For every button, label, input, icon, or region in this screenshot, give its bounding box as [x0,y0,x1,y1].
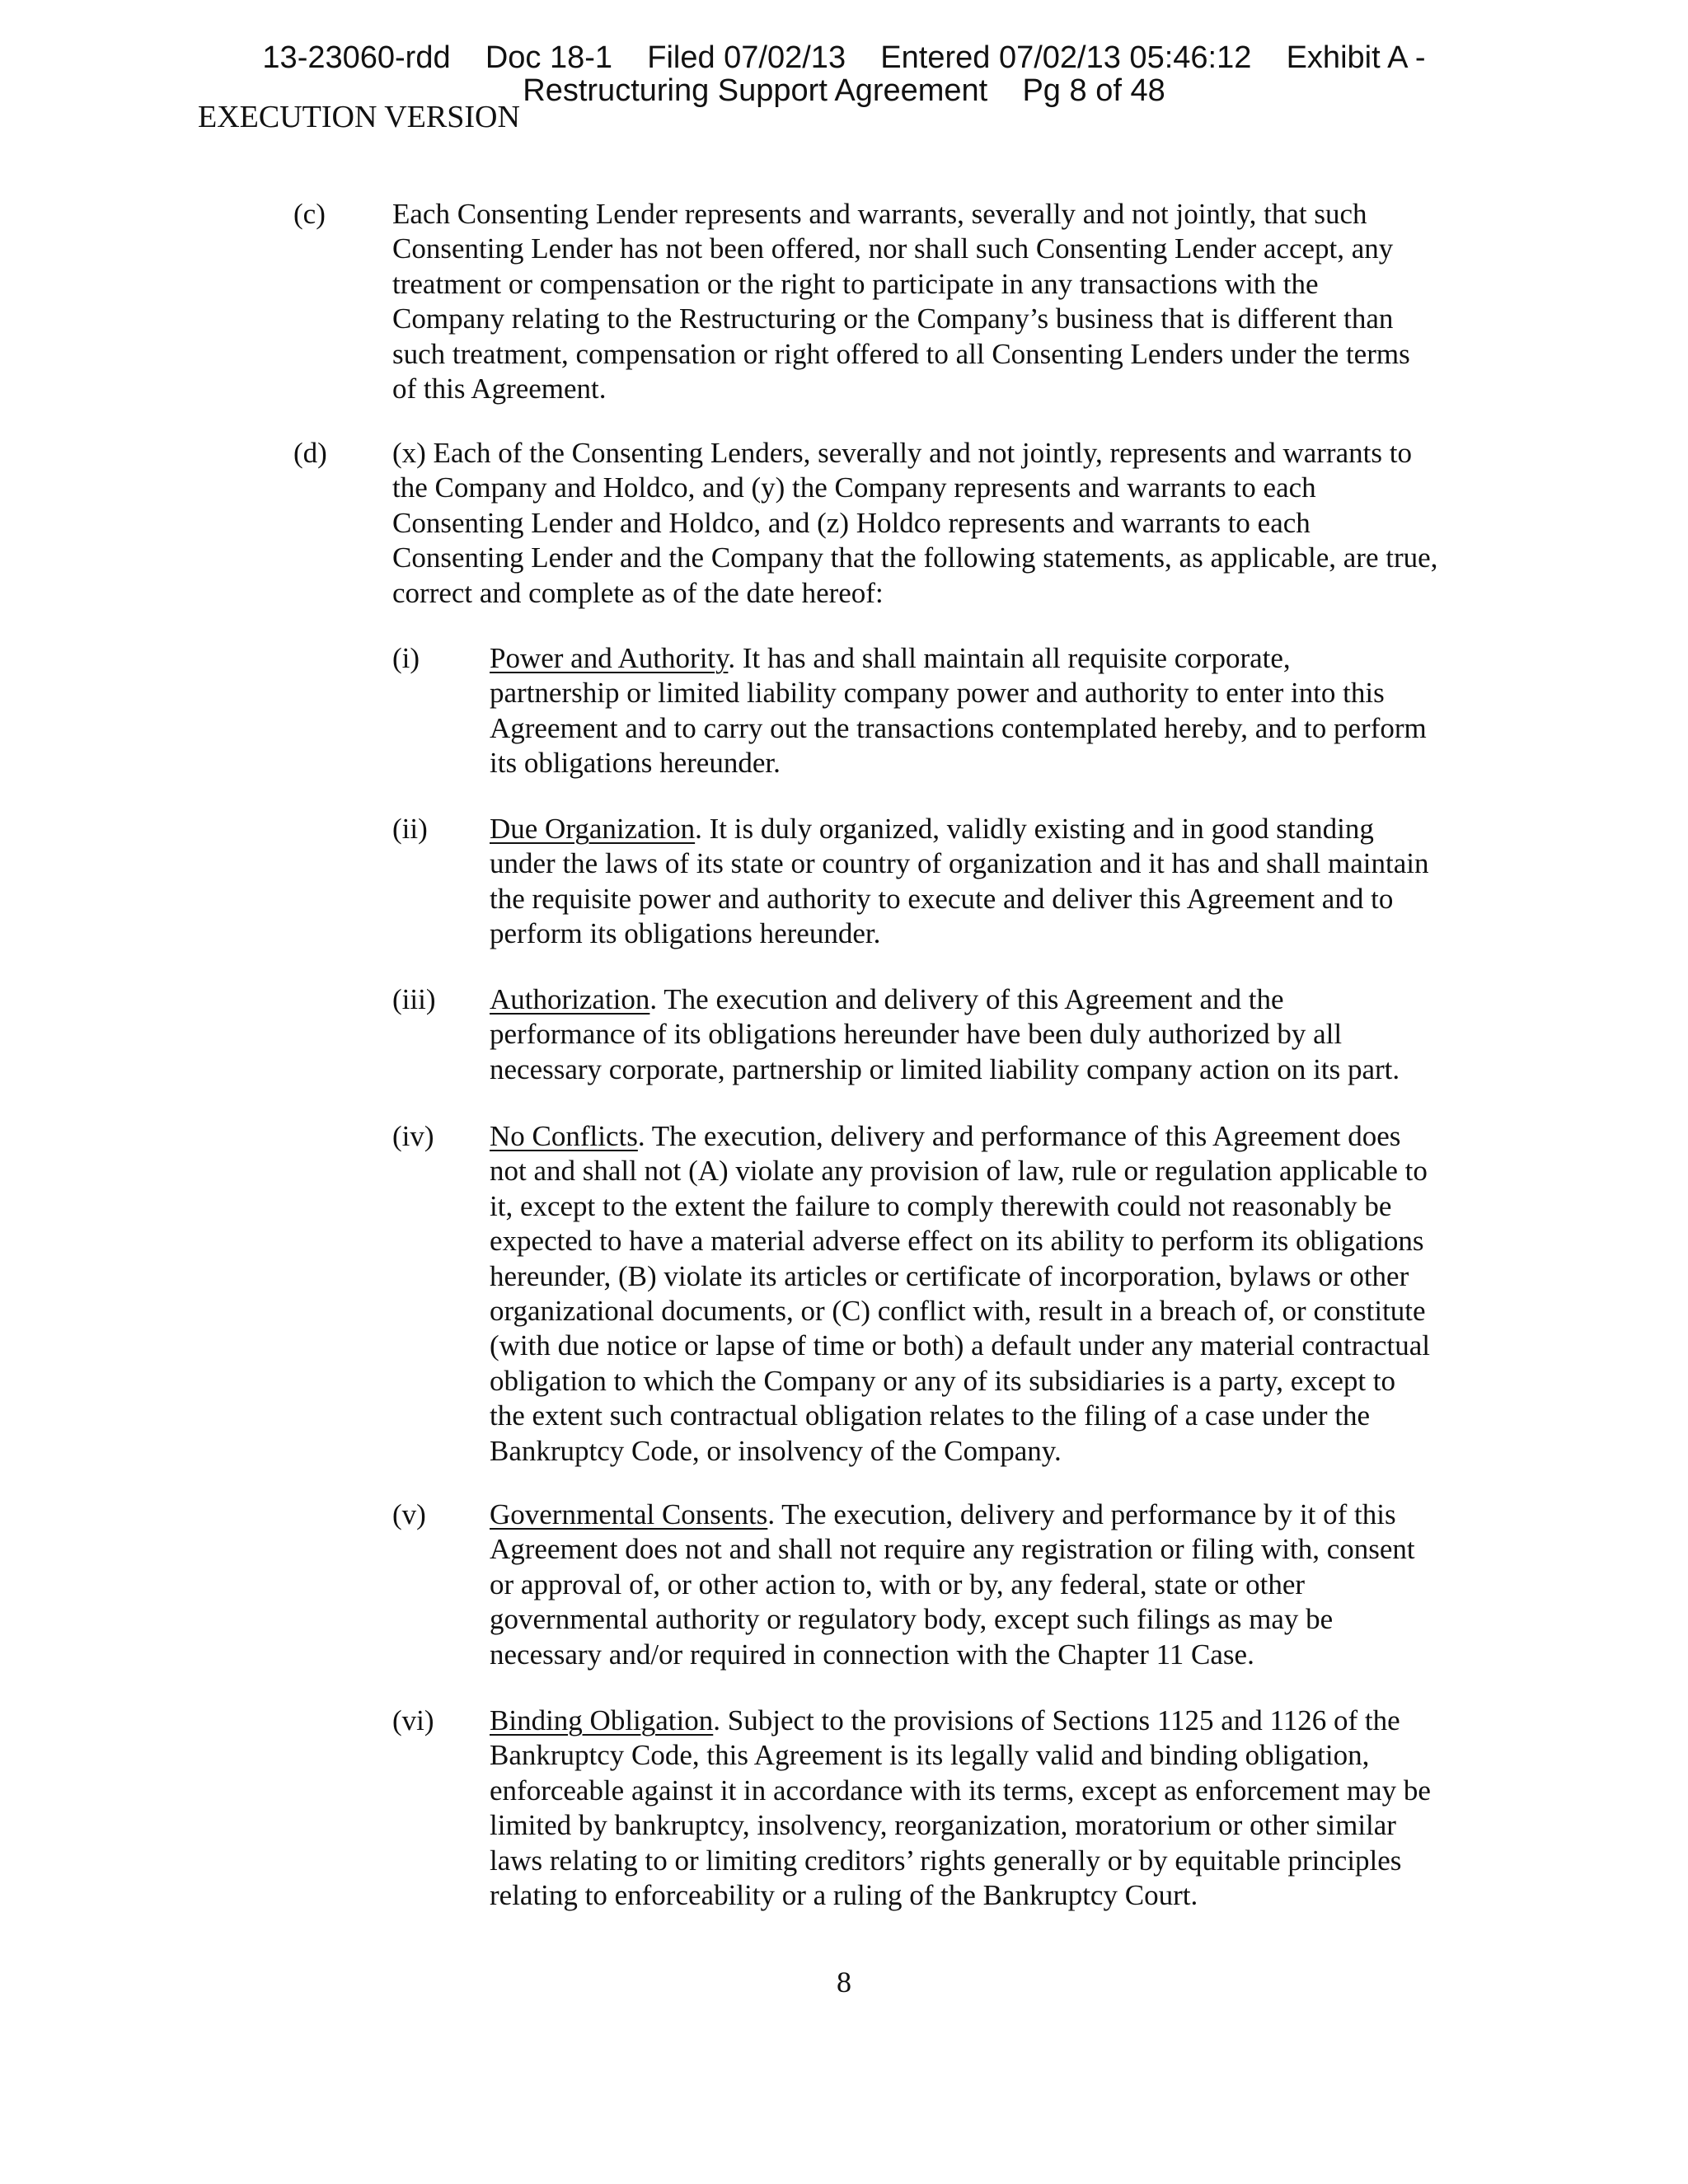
text-line: Agreement and to carry out the transactions contemplated hereby, and to perform [490,711,1427,744]
text-line: Consenting Lender and the Company that the following statements, as applicable, are true, [392,541,1438,574]
text-fragment: . The execution and delivery of this Agreement and the [649,983,1284,1015]
subparagraph-number: (i) [392,642,420,674]
text-line: the requisite power and authority to execute and deliver this Agreement and to [490,882,1394,915]
subparagraph-number: (v) [392,1498,426,1530]
text-fragment: . It is duly organized, validly existing and in good standing [695,813,1374,845]
text-line: hereunder, (B) violate its articles or certificate of incorporation, bylaws or other [490,1259,1409,1292]
text-line: laws relating to or limiting creditors’ rights generally or by equitable principles [490,1844,1402,1877]
subparagraph-number: (ii) [392,813,428,845]
text-line: necessary and/or required in connection with the Chapter 11 Case. [490,1638,1254,1671]
text-line: (with due notice or lapse of time or both) a default under any material contractual [490,1329,1430,1362]
text-line: not and shall not (A) violate any provision of law, rule or regulation applicable to [490,1155,1428,1188]
subparagraph-body [490,641,1427,781]
subparagraph-body [490,1704,1431,1913]
text-line: or approval of, or other action to, with or by, any federal, state or other [490,1568,1306,1601]
subparagraph-heading: Due Organization [490,813,696,845]
text-line: necessary corporate, partnership or limited liability company action on its part. [490,1052,1400,1085]
text-line [490,1119,1430,1154]
subparagraph-heading: Binding Obligation [490,1704,714,1736]
text-line: Consenting Lender has not been offered, nor shall such Consenting Lender accept, any [392,232,1394,265]
text-fragment: . It has and shall maintain all requisite corporate, [728,642,1291,674]
text-line [490,812,1428,846]
paragraph-body [392,436,1437,611]
subparagraph-body [490,812,1428,952]
text-line [490,982,1400,1017]
execution-version-label: EXECUTION VERSION [198,100,520,134]
text-line: limited by bankruptcy, insolvency, reorganization, moratorium or other similar [490,1809,1396,1842]
subparagraph-body [490,1497,1415,1672]
text-line: correct and complete as of the date hereof: [392,576,884,609]
subparagraph-body [490,1119,1430,1469]
text-line: relating to enforceability or a ruling of the Bankruptcy Court. [490,1879,1198,1912]
subparagraph-heading: Authorization [490,983,650,1015]
text-line [490,1704,1431,1738]
text-line: (x) Each of the Consenting Lenders, severally and not jointly, represents and warrants to [392,437,1412,469]
paragraph-body [392,197,1410,406]
text-line: enforceable against it in accordance with its terms, except as enforcement may be [490,1774,1431,1807]
text-line: under the laws of its state or country of organization and it has and shall maintain [490,847,1429,880]
text-line: perform its obligations hereunder. [490,917,881,950]
text-fragment: . Subject to the provisions of Sections 1125 and 1126 of the [713,1704,1400,1736]
text-line: it, except to the extent the failure to comply therewith could not reasonably be [490,1189,1392,1222]
text-line: the extent such contractual obligation relates to the filing of a case under the [490,1399,1371,1432]
text-line: Company relating to the Restructuring or the Company’s business that is different than [392,302,1394,335]
text-line: Consenting Lender and Holdco, and (z) Holdco represents and warrants to each [392,506,1311,539]
page-number: 8 [837,1966,851,1999]
subparagraph-number: (vi) [392,1704,434,1736]
text-line: such treatment, compensation or right offered to all Consenting Lenders under the terms [392,337,1410,370]
subparagraph-number: (iii) [392,983,436,1015]
text-fragment: . The execution, delivery and performance of this Agreement does [637,1120,1401,1152]
filing-stamp-line-2: Restructuring Support Agreement Pg 8 of 48 [523,73,1165,108]
text-line: the Company and Holdco, and (y) the Company represents and warrants to each [392,471,1316,504]
subparagraph-heading: Power and Authority [490,642,729,674]
text-line [490,1497,1415,1532]
text-line: partnership or limited liability company power and authority to enter into this [490,677,1385,710]
text-line: Bankruptcy Code, this Agreement is its legally valid and binding obligation, [490,1739,1370,1772]
paragraph-number: (d) [293,437,327,469]
text-line: obligation to which the Company or any of its subsidiaries is a party, except to [490,1364,1396,1397]
filing-stamp-line-1: 13-23060-rdd Doc 18-1 Filed 07/02/13 Entered 07/02/13 05:46:12 Exhibit A - [262,40,1426,75]
text-line: performance of its obligations hereunder have been duly authorized by all [490,1018,1343,1051]
text-line: Bankruptcy Code, or insolvency of the Company. [490,1434,1062,1467]
subparagraph-number: (iv) [392,1120,434,1152]
subparagraph-heading: No Conflicts [490,1120,638,1152]
subparagraph-body [490,982,1400,1087]
text-line: governmental authority or regulatory body, except such filings as may be [490,1603,1334,1636]
text-line: Agreement does not and shall not require any registration or filing with, consent [490,1533,1415,1566]
text-line: organizational documents, or (C) conflict with, result in a breach of, or constitute [490,1295,1426,1328]
text-line: Each Consenting Lender represents and warrants, severally and not jointly, that such [392,198,1367,230]
paragraph-number: (c) [293,198,326,230]
subparagraph-heading: Governmental Consents [490,1498,768,1530]
text-line: of this Agreement. [392,373,607,405]
text-line: expected to have a material adverse effect on its ability to perform its obligations [490,1225,1424,1258]
text-fragment: . The execution, delivery and performance by it of this [767,1498,1396,1530]
text-line [490,641,1427,676]
text-line: treatment or compensation or the right to participate in any transactions with the [392,267,1319,300]
text-line: its obligations hereunder. [490,747,781,780]
